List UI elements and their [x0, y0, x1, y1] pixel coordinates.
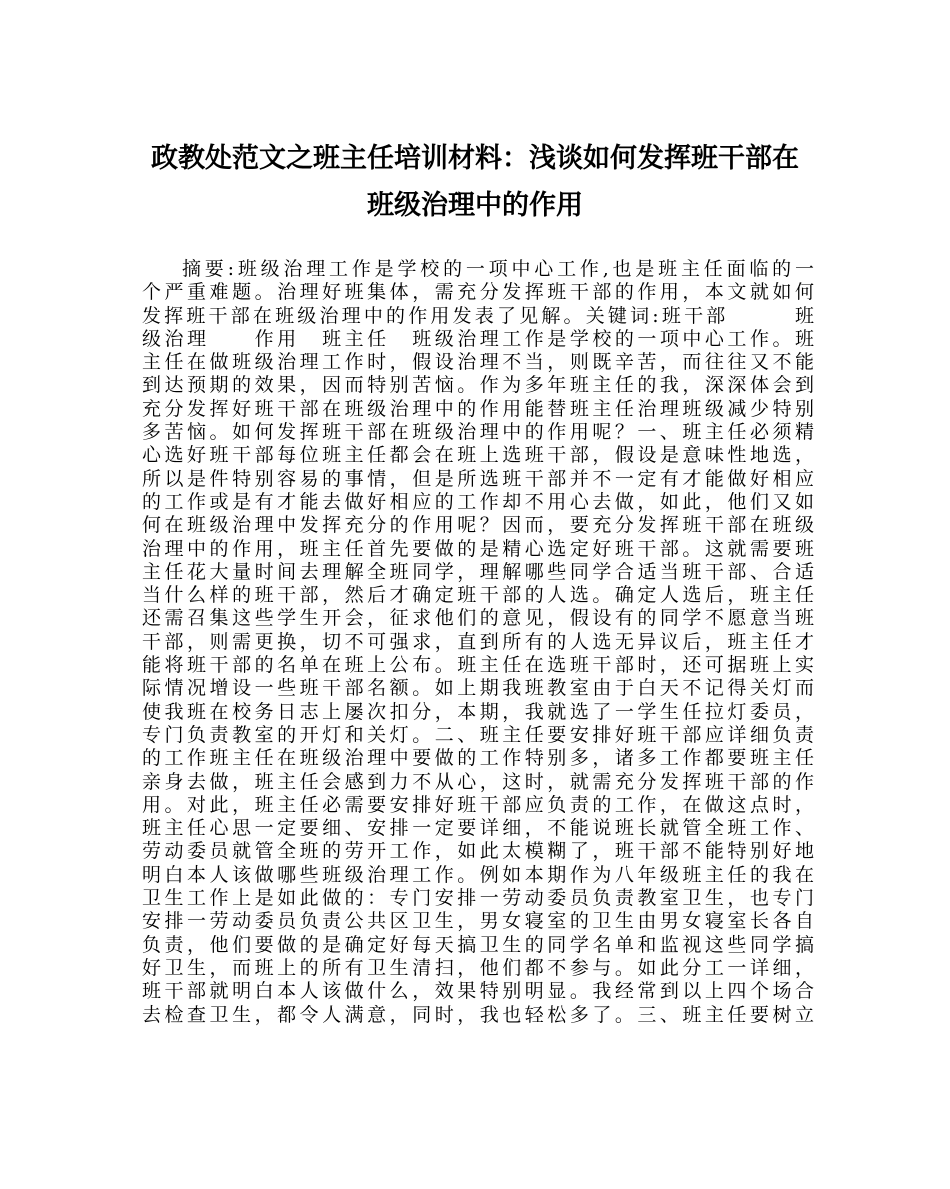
body-text-line: 到达预期的效果，因而特别苦恼。作为多年班主任的我，深深体会到 — [142, 374, 814, 397]
body-text-line: 个严重难题。治理好班集体，需充分发挥班干部的作用，本文就如何 — [142, 281, 814, 304]
body-text-line: 级治理 作用 班主任 班级治理工作是学校的一项中心工作。班 — [142, 327, 814, 350]
body-text-line: 明白本人该做哪些班级治理工作。例如本期作为八年级班主任的我在 — [142, 863, 814, 886]
body-text-line: 亲身去做，班主任会感到力不从心，这时，就需充分发挥班干部的作 — [142, 770, 814, 793]
body-text-line: 际情况增设一些班干部名额。如上期我班教室由于白天不记得关灯而 — [142, 677, 814, 700]
body-text-line: 还需召集这些学生开会，征求他们的意见，假设有的同学不愿意当班 — [142, 607, 814, 630]
body-text-line: 何在班级治理中发挥充分的作用呢？因而，要充分发挥班干部在班级 — [142, 514, 814, 537]
body-text-line: 主任在做班级治理工作时，假设治理不当，则既辛苦，而往往又不能 — [142, 351, 814, 374]
body-text-line: 班主任心思一定要细、安排一定要详细，不能说班长就管全班工作、 — [142, 817, 814, 840]
body-text-line: 干部，则需更换，切不可强求，直到所有的人选无异议后，班主任才 — [142, 630, 814, 653]
body-text-line: 用。对此，班主任必需要安排好班干部应负责的工作，在做这点时， — [142, 793, 814, 816]
body-text-line: 负责，他们要做的是确定好每天搞卫生的同学名单和监视这些同学搞 — [142, 933, 814, 956]
body-text-line: 所以是件特别容易的事情，但是所选班干部并不一定有才能做好相应 — [142, 467, 814, 490]
body-text-line: 劳动委员就管全班的劳开工作，如此太模糊了，班干部不能特别好地 — [142, 840, 814, 863]
body-text-line: 治理中的作用，班主任首先要做的是精心选定好班干部。这就需要班 — [142, 537, 814, 560]
body-text-line: 充分发挥好班干部在班级治理中的作用能替班主任治理班级减少特别 — [142, 397, 814, 420]
body-text-line: 专门负责教室的开灯和关灯。二、班主任要安排好班干部应详细负责 — [142, 723, 814, 746]
body-text-line: 当什么样的班干部，然后才确定班干部的人选。确定人选后，班主任 — [142, 584, 814, 607]
body-text-line: 卫生工作上是如此做的：专门安排一劳动委员负责教室卫生，也专门 — [142, 887, 814, 910]
body-text-line: 使我班在校务日志上屡次扣分，本期，我就选了一学生任拉灯委员， — [142, 700, 814, 723]
body-text-line: 主任花大量时间去理解全班同学，理解哪些同学合适当班干部、合适 — [142, 560, 814, 583]
document-title-line-2: 班级治理中的作用 — [367, 190, 583, 221]
body-text-line: 发挥班干部在班级治理中的作用发表了见解。关键词:班干部 班 — [142, 304, 814, 327]
body-text-line: 去检查卫生，都令人满意，同时，我也轻松多了。三、班主任要树立 — [142, 1003, 814, 1026]
body-text-line: 心选好班干部每位班主任都会在班上选班干部，假设是意味性地选， — [142, 444, 814, 467]
body-text-line: 安排一劳动委员负责公共区卫生，男女寝室的卫生由男女寝室长各自 — [142, 910, 814, 933]
body-text-line: 能将班干部的名单在班上公布。班主任在选班干部时，还可据班上实 — [142, 654, 814, 677]
body-text-line: 的工作或是有才能去做好相应的工作却不用心去做，如此，他们又如 — [142, 490, 814, 513]
document-body — [142, 258, 814, 1027]
document-title-line-1: 政教处范文之班主任培训材料：浅谈如何发挥班干部在 — [151, 143, 799, 174]
body-text-line: 好卫生，而班上的所有卫生清扫，他们都不参与。如此分工一详细， — [142, 956, 814, 979]
body-text-line: 的工作班主任在班级治理中要做的工作特别多，诸多工作都要班主任 — [142, 747, 814, 770]
body-text-line: 多苦恼。如何发挥班干部在班级治理中的作用呢？一、班主任必须精 — [142, 421, 814, 444]
body-text-line: 班干部就明白本人该做什么，效果特别明显。我经常到以上四个场合 — [142, 980, 814, 1003]
body-text-line: 摘要:班级治理工作是学校的一项中心工作,也是班主任面临的一 — [182, 258, 814, 280]
